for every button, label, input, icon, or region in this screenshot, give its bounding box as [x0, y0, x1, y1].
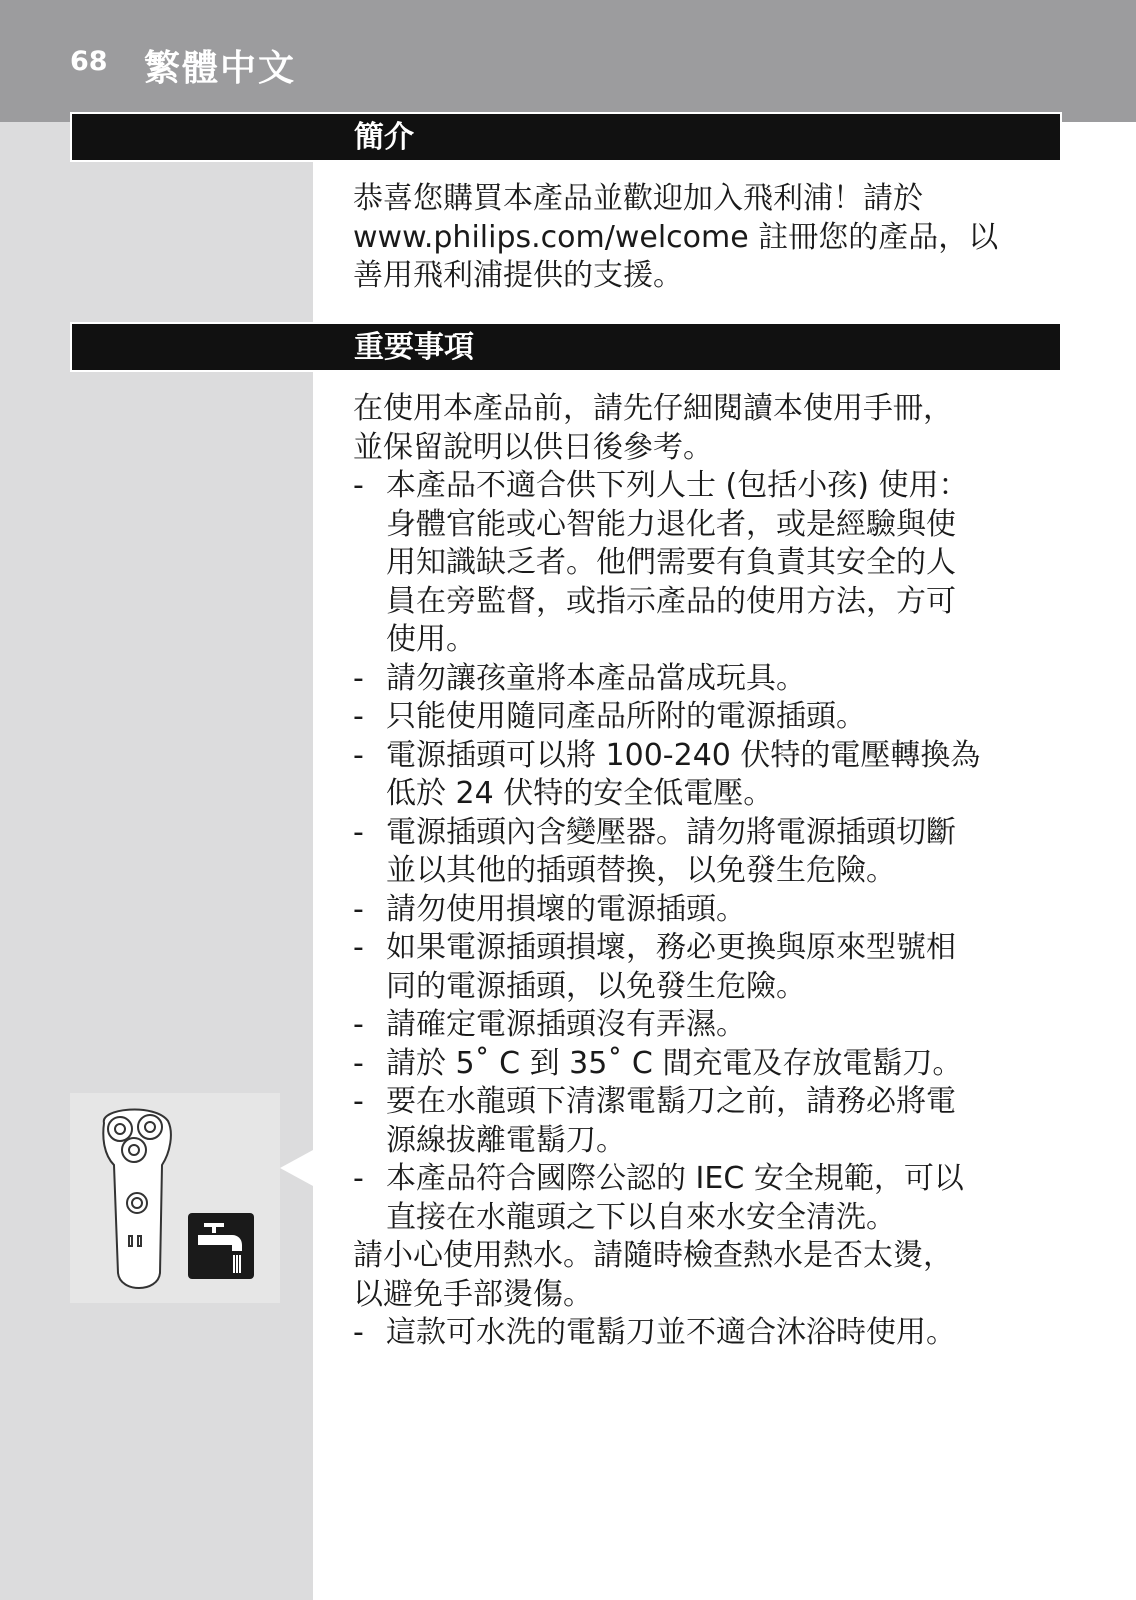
- bullet-dash: -: [353, 737, 364, 773]
- text-line: 本產品符合國際公認的 IEC 安全規範，可以: [386, 1161, 964, 1196]
- language-title: 繁體中文: [144, 48, 297, 89]
- text-line: 同的電源插頭，以免發生危險。: [386, 968, 806, 1004]
- intro-paragraph: [353, 180, 1053, 296]
- list-item: [353, 1045, 1053, 1084]
- text-line: www.philips.com/welcome 註冊您的產品，以: [353, 219, 999, 255]
- text-line: 直接在水龍頭之下以自來水安全清洗。: [386, 1199, 896, 1235]
- text-line: 源線拔離電鬍刀。: [386, 1122, 626, 1158]
- text-line: 請確定電源插頭沒有弄濕。: [386, 1007, 746, 1042]
- list-item: [353, 660, 1053, 699]
- text-line: 電源插頭內含變壓器。請勿將電源插頭切斷: [386, 814, 956, 850]
- intro-line: 在使用本產品前，請先仔細閱讀本使用手冊，: [353, 391, 953, 426]
- text-line: 如果電源插頭損壞，務必更換與原來型號相: [386, 930, 956, 965]
- intro-line: 並保留說明以供日後參考。: [353, 429, 713, 465]
- text-line: 低於 24 伏特的安全低電壓。: [386, 776, 774, 811]
- list-item: [353, 737, 1053, 814]
- bullet-dash: -: [353, 1315, 364, 1350]
- text-line: 請勿讓孩童將本產品當成玩具。: [386, 660, 806, 696]
- list-item: [353, 891, 1053, 930]
- note-line: 以避免手部燙傷。: [353, 1276, 593, 1312]
- bullet-dash: -: [353, 1007, 364, 1042]
- text-line: 這款可水洗的電鬍刀並不適合沐浴時使用。: [386, 1315, 956, 1350]
- bullet-dash: -: [353, 699, 364, 734]
- header-bar: [0, 0, 1136, 122]
- section-title-important: 重要事項: [354, 330, 474, 365]
- text-line: 請勿使用損壞的電源插頭。: [386, 891, 746, 927]
- text-line: 並以其他的插頭替換，以免發生危險。: [386, 853, 896, 888]
- bullet-dash: -: [353, 930, 364, 965]
- section-header-intro: [70, 112, 1062, 162]
- bullet-dash: -: [353, 891, 364, 927]
- shaver-illustration: [70, 1093, 280, 1303]
- bullet-dash: -: [353, 1084, 364, 1119]
- water-tap-icon: [188, 1213, 254, 1279]
- list-item: [353, 814, 1053, 891]
- text-line: 請於 5˚ C 到 35˚ C 間充電及存放電鬍刀。: [386, 1045, 963, 1081]
- text-line: 本產品不適合供下列人士 (包括小孩) 使用：: [386, 468, 969, 503]
- list-item: [353, 1314, 1053, 1353]
- page-number: 68: [70, 46, 108, 77]
- bullet-dash: -: [353, 814, 364, 850]
- text-line: 身體官能或心智能力退化者，或是經驗與使: [386, 506, 956, 542]
- text-line: 善用飛利浦提供的支援。: [353, 258, 683, 293]
- section-title-intro: 簡介: [354, 120, 414, 155]
- bullet-dash: -: [353, 468, 364, 503]
- illustration-pointer: [280, 1150, 313, 1186]
- text-line: 只能使用隨同產品所附的電源插頭。: [386, 699, 866, 734]
- warning-list: [353, 467, 1053, 1237]
- text-line: 電源插頭可以將 100-240 伏特的電壓轉換為: [386, 737, 981, 773]
- final-list: [353, 1314, 1053, 1353]
- important-content: [353, 390, 1053, 1353]
- list-item: [353, 1160, 1053, 1237]
- list-item: [353, 1006, 1053, 1045]
- list-item: [353, 698, 1053, 737]
- bullet-dash: -: [353, 660, 364, 696]
- bullet-dash: -: [353, 1161, 364, 1196]
- bullet-dash: -: [353, 1045, 364, 1081]
- text-line: 恭喜您購買本產品並歡迎加入飛利浦！請於: [353, 181, 923, 216]
- text-line: 要在水龍頭下清潔電鬍刀之前，請務必將電: [386, 1084, 956, 1119]
- note-line: 請小心使用熱水。請隨時檢查熱水是否太燙，: [353, 1238, 953, 1273]
- list-item: [353, 1083, 1053, 1160]
- list-item: [353, 929, 1053, 1006]
- text-line: 員在旁監督，或指示產品的使用方法，方可: [386, 583, 956, 619]
- text-line: 使用。: [386, 622, 476, 657]
- list-item: [353, 467, 1053, 660]
- text-line: 用知識缺乏者。他們需要有負責其安全的人: [386, 545, 956, 580]
- section-header-important: [70, 322, 1062, 372]
